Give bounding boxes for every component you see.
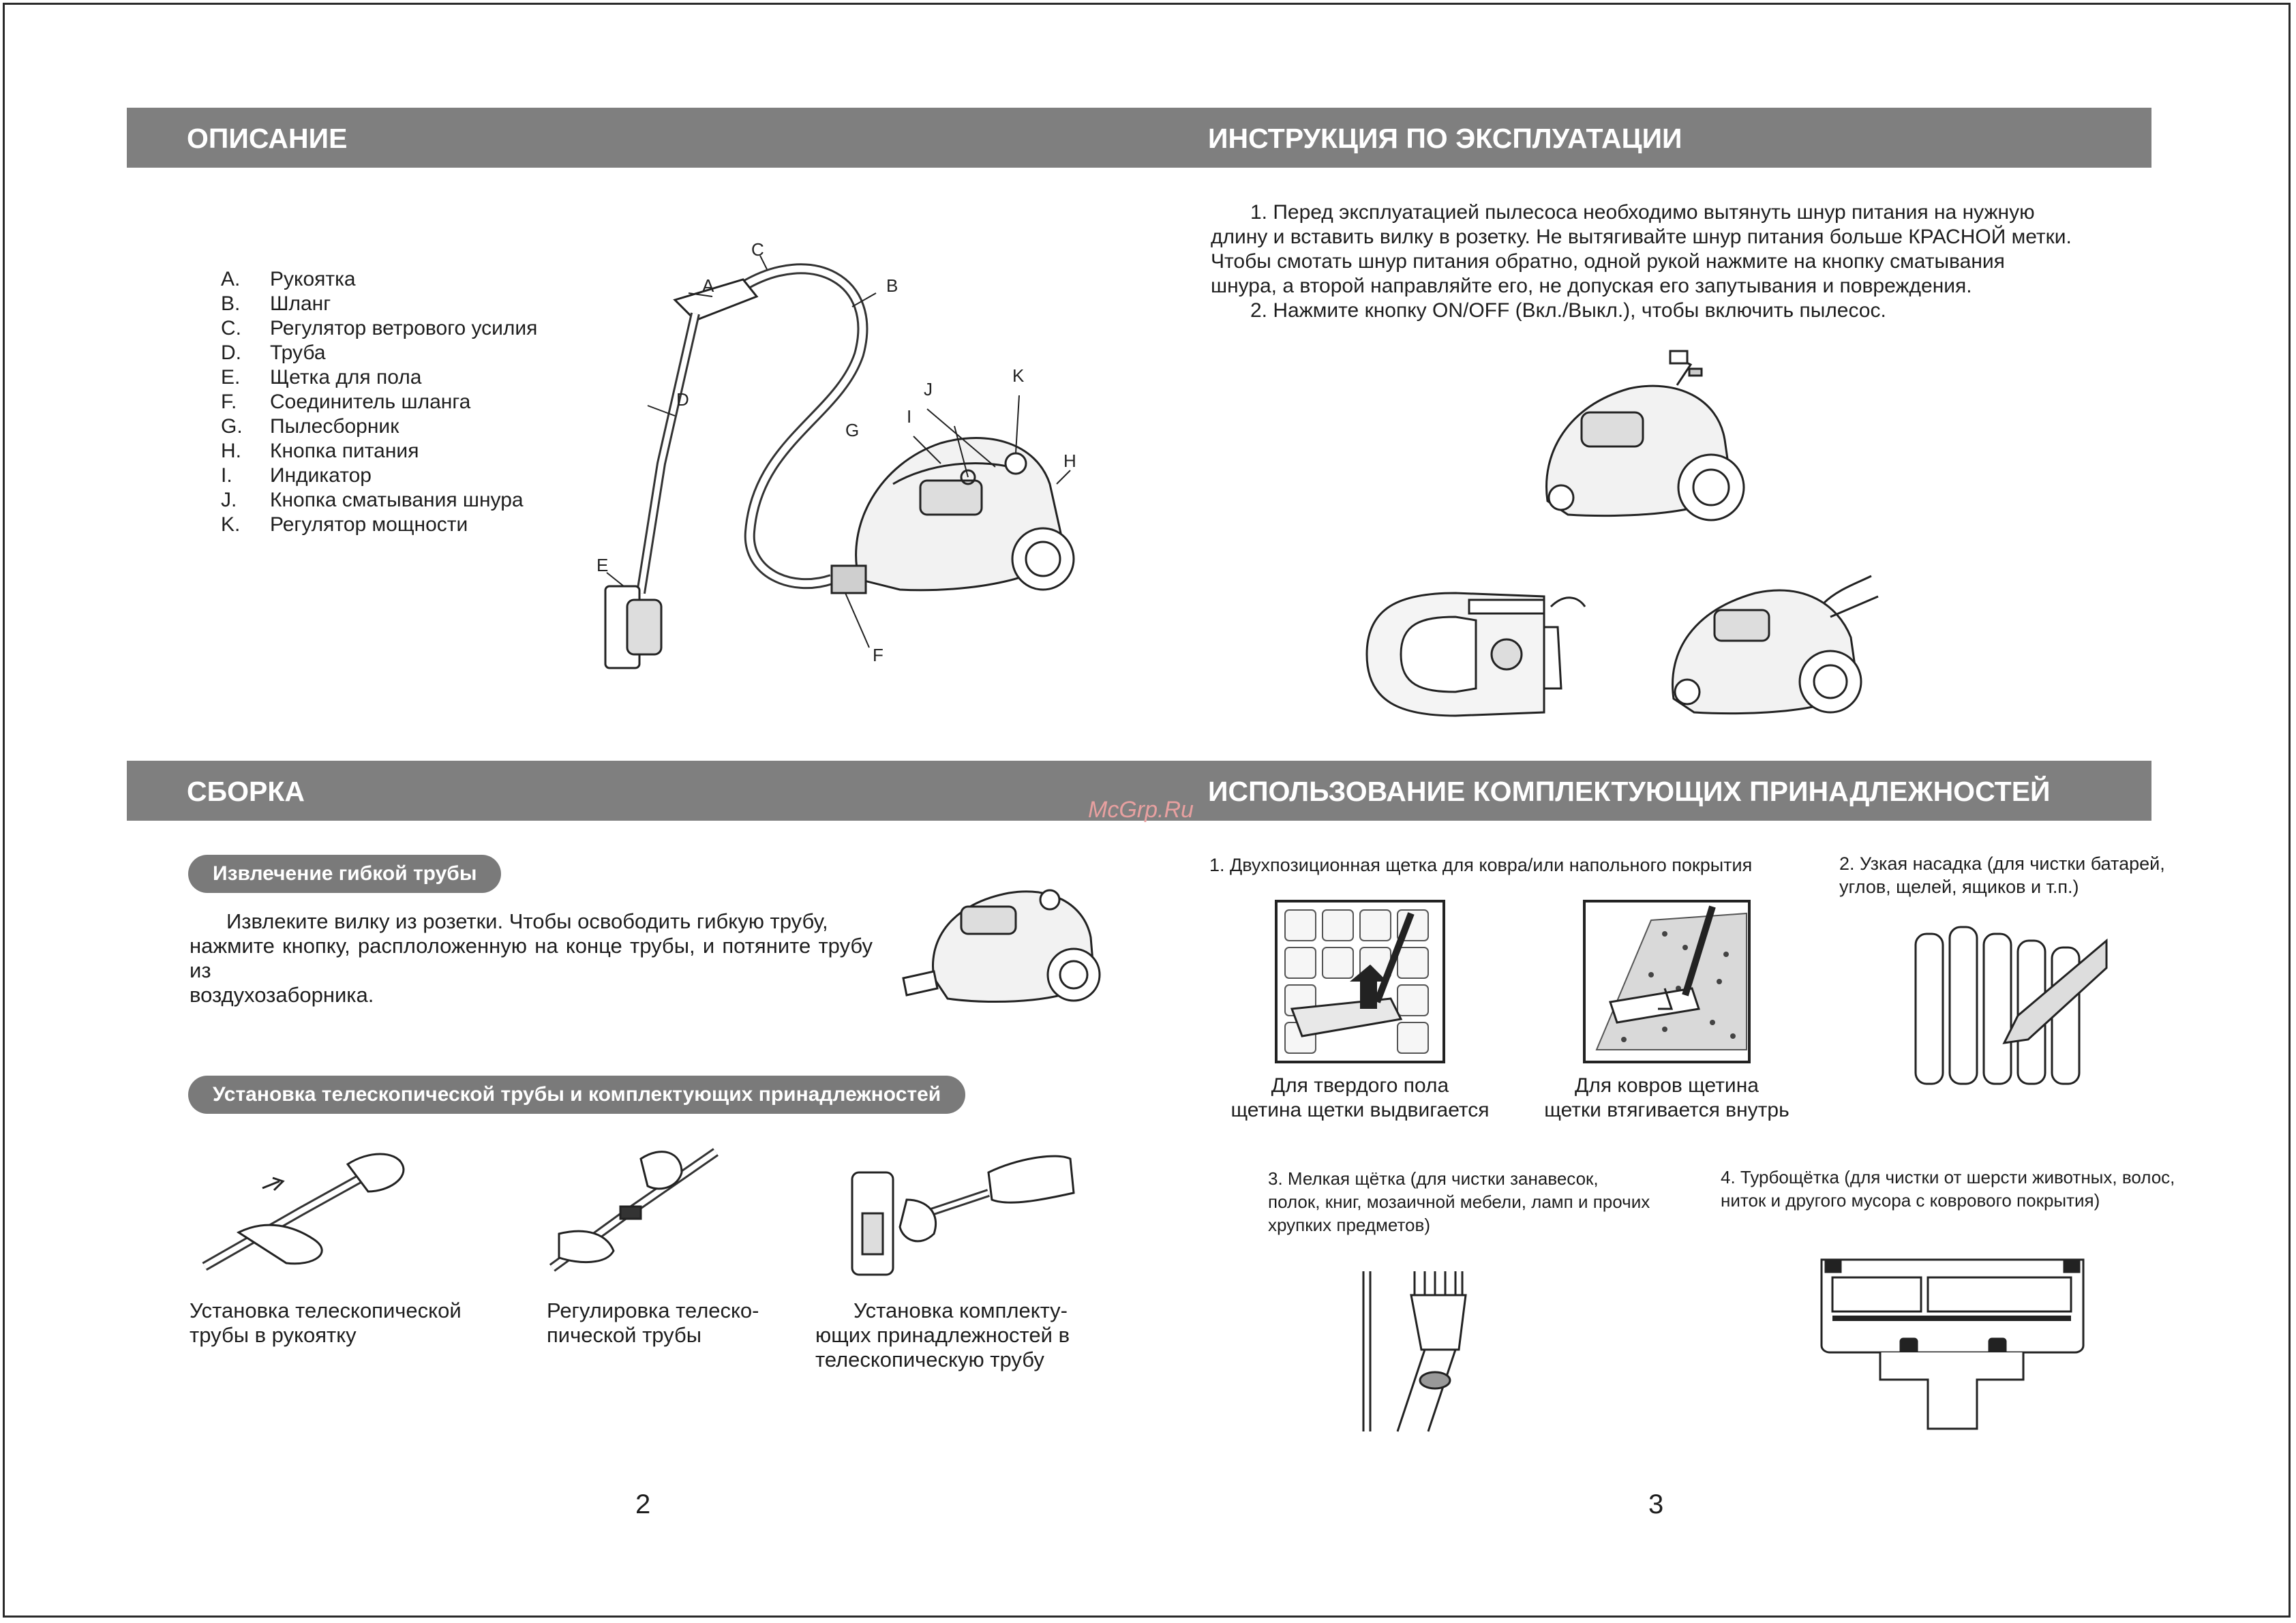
legend-row: J. Кнопка сматывания шнура [221, 489, 524, 511]
diagram-label-g: G [845, 420, 860, 440]
carpet-illustration [1583, 900, 1751, 1063]
telescopic-step3-illustration [839, 1132, 1084, 1281]
page-number-right: 3 [1648, 1489, 1664, 1519]
power-button-illustration [1667, 562, 1885, 719]
assembly-heading: СБОРКА [187, 776, 305, 807]
flex-hose-text [190, 909, 873, 1007]
legend-row: E. Щетка для пола [221, 366, 422, 389]
telescopic-step2-illustration [545, 1132, 723, 1275]
legend-row: G. Пылесборник [221, 415, 399, 438]
diagram-label-d: D [676, 389, 689, 410]
vacuum-parts-diagram [586, 239, 1104, 675]
crevice-tool-illustration [1902, 913, 2113, 1091]
accessories-heading: ИСПОЛЬЗОВАНИЕ КОМПЛЕКТУЮЩИХ ПРИНАДЛЕЖНОСТЕЙ [1208, 776, 2051, 807]
hose-release-illustration [900, 876, 1104, 1012]
item4-text: 4. Турбощётка (для чистки от шерсти животных, волос, ниток и другого мусора с коврового покрытия) [1721, 1167, 2175, 1211]
legend-row: A. Рукоятка [221, 268, 356, 290]
instruction-line: 2. Нажмите кнопку ON/OFF (Вкл./Выкл.), чтобы включить пылесос. [1250, 299, 1886, 322]
item1-title: 1. Двухпозиционная щетка для ковра/или напольного покрытия [1209, 855, 1753, 875]
flex-hose-line: воздухозаборника. [190, 983, 374, 1007]
item2-text: 2. Узкая насадка (для чистки батарей, углов, щелей, ящиков и т.п.) [1839, 853, 2165, 897]
telescopic-caption-3: Установка комплекту- ющих принадлежностей в телескопическую трубу [815, 1299, 1070, 1371]
instruction-line: шнура, а второй направляйте его, не допуская его запутывания и повреждения. [1211, 275, 1972, 297]
instruction-line: 1. Перед эксплуатацией пылесоса необходимо вытянуть шнур питания на нужную [1250, 201, 2035, 224]
description-heading: ОПИСАНИЕ [187, 123, 348, 154]
turbo-brush-illustration [1819, 1257, 2086, 1431]
telescopic-caption-2: Регулировка телеско- пической трубы [547, 1299, 759, 1347]
legend-row: I. Индикатор [221, 464, 372, 487]
parts-legend [221, 267, 537, 537]
telescopic-step1-illustration [198, 1137, 423, 1273]
flex-hose-line: нажмите кнопку, расплоложенную на конце трубы, и потяните трубу из [190, 934, 873, 982]
dusting-brush-illustration [1357, 1268, 1507, 1438]
legend-row: C. Регулятор ветрового усилия [221, 317, 538, 339]
telescopic-pill: Установка телескопической трубы и комплектующих принадлежностей [188, 1076, 965, 1114]
item3-text: 3. Мелкая щётка (для чистки занавесок, полок, книг, мозаичной мебели, ламп и прочих хрупких предметов) [1268, 1168, 1650, 1235]
diagram-label-a: A [702, 275, 714, 296]
instruction-line: Чтобы смотать шнур питания обратно, одной рукой нажмите на кнопку сматывания [1211, 250, 2005, 273]
diagram-label-f: F [873, 645, 883, 665]
diagram-label-c: C [751, 239, 764, 260]
legend-row: F. Соединитель шланга [221, 391, 471, 413]
legend-row: H. Кнопка питания [221, 440, 419, 462]
diagram-label-e: E [596, 555, 609, 575]
hard-floor-illustration [1275, 900, 1445, 1063]
description-header-bar [127, 108, 2151, 168]
flex-hose-line: Извлеките вилку из розетки. Чтобы освободить гибкую трубу, [226, 909, 828, 933]
diagram-label-h: H [1063, 451, 1076, 471]
watermark: McGrp.Ru [1088, 797, 1194, 823]
carpet-caption: Для ковров щетина щетки втягивается внутрь [1544, 1074, 1789, 1121]
diagram-label-k: K [1012, 365, 1025, 386]
cord-pull-illustration [1541, 344, 1759, 535]
diagram-label-j: J [924, 379, 933, 399]
legend-row: K. Регулятор мощности [221, 513, 468, 536]
legend-row: B. Шланг [221, 292, 331, 315]
legend-row: D. Труба [221, 342, 326, 364]
instruction-line: длину и вставить вилку в розетку. Не вытягивайте шнур питания больше КРАСНОЙ метки. [1211, 226, 2072, 248]
diagram-label-i: I [907, 406, 912, 427]
hard-floor-caption: Для твердого пола щетина щетки выдвигается [1230, 1074, 1490, 1121]
instructions-text [1211, 200, 2105, 323]
telescopic-caption-1: Установка телескопической трубы в рукоятку [190, 1299, 462, 1347]
cord-rewind-illustration [1360, 586, 1592, 723]
flex-hose-pill: Извлечение гибкой трубы [188, 855, 501, 893]
instructions-heading: ИНСТРУКЦИЯ ПО ЭКСПЛУАТАЦИИ [1208, 123, 1682, 154]
page-number-left: 2 [635, 1489, 651, 1519]
diagram-label-b: B [886, 275, 898, 296]
